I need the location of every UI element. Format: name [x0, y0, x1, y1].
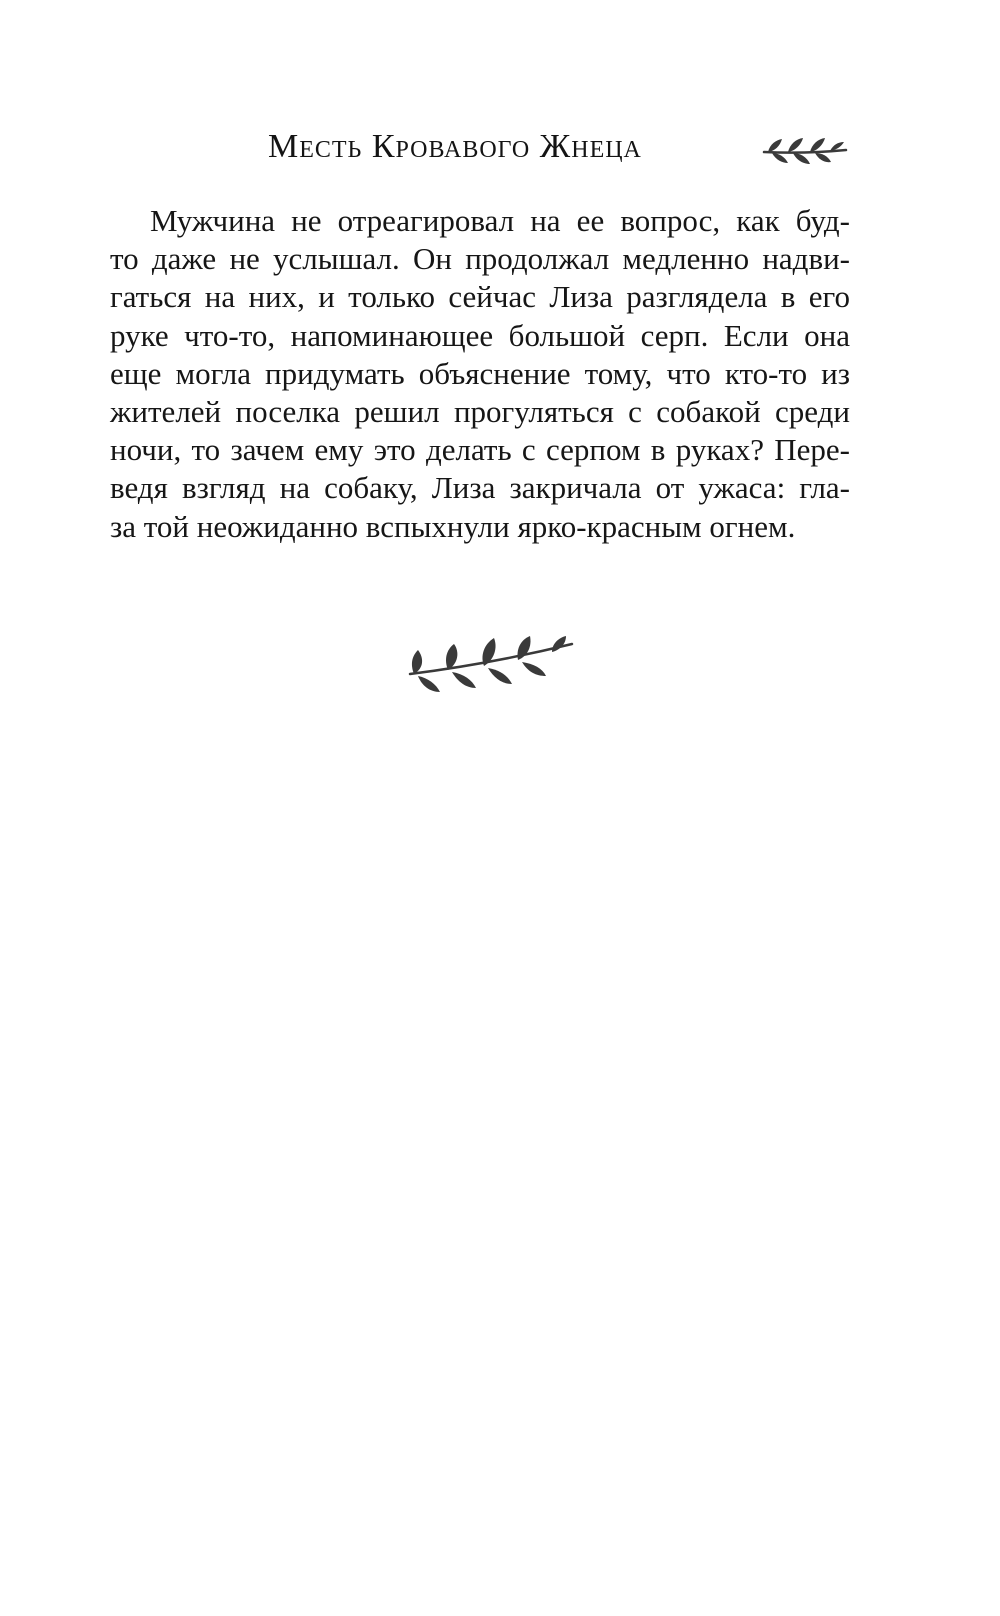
text-line: Мужчина не отреагировал на ее вопрос, как буд-	[150, 203, 850, 238]
leaf-branch-icon	[760, 132, 848, 172]
text-line: еще могла придумать объяснение тому, что кто-то из	[110, 355, 850, 391]
text-line: ночи, то зачем ему это делать с серпом в руках? Пере-	[110, 432, 850, 468]
leaf-branch-icon	[404, 630, 576, 700]
text-line: то даже не услышал. Он продолжал медленно надви-	[110, 241, 850, 277]
text-line: жителей поселка решил прогуляться с собакой среди	[110, 394, 850, 430]
running-title: Месть Кровавого Жнеца	[268, 128, 642, 165]
text-line: ведя взгляд на собаку, Лиза закричала от ужаса: гла-	[110, 470, 850, 506]
text-line: руке что-то, напоминающее большой серп. Если она	[110, 317, 850, 353]
text-line: гаться на них, и только сейчас Лиза разглядела в его	[110, 279, 850, 315]
body-text	[110, 202, 850, 546]
text-line: за той неожиданно вспыхнули ярко-красным огнем.	[110, 508, 796, 544]
